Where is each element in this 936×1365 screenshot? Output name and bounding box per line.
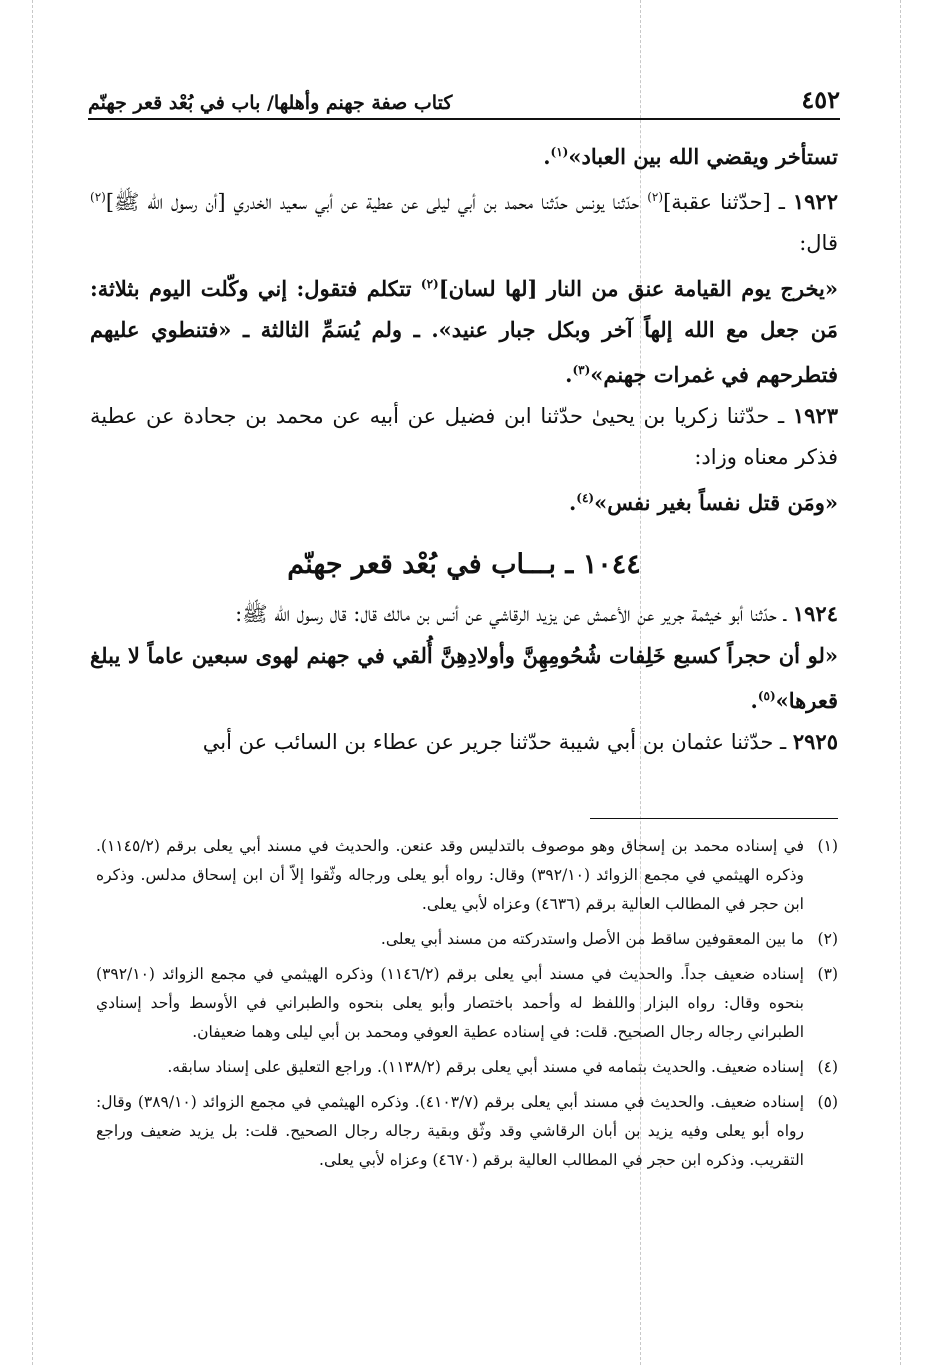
footnote-ref: (٤) [576, 491, 595, 505]
footnote-marker: (١) [817, 837, 838, 855]
paragraph-text: قال: [799, 231, 838, 255]
paragraph-text: . [543, 144, 551, 169]
hadith-1924 [90, 593, 838, 635]
paragraph-text: . [568, 490, 577, 515]
paragraph-text: تتكلم فتقول: إني وكّلت اليوم بثلاثة: مَن جعل مع الله إلهاً آخر وبكل جبار عنيد». ـ ولم يُسَمِّ الثالثة ـ «فتنطوي عليهم فتطرحهم في غمرات جهنم» [90, 276, 838, 387]
footnote-ref: (٣) [572, 363, 591, 377]
header-divider [88, 118, 840, 120]
paragraph-text: . [750, 688, 758, 713]
footnote-divider [590, 818, 838, 819]
paragraph-text: . [565, 362, 573, 387]
footnote-text: إسناده ضعيف. والحديث بتمامه في مسند أبي يعلى برقم (١١٣٨/٢). وراجع التعليق على إسناد سابقه. [167, 1058, 804, 1076]
scan-artifact-line [900, 0, 901, 1365]
page-number: ٤٥٢ [801, 85, 840, 114]
hadith-2925 [90, 721, 838, 763]
footnote-marker: (٢) [817, 930, 838, 948]
footnote-text: إسناده ضعيف جداً. والحديث في مسند أبي يعلى برقم (١١٤٦/٢) وذكره الهيثمي في مجمع الزوائد (٣٩٢/١٠) بنحوه وقال: رواه البزار واللفظ له وأحمد باختصار وأبو يعلى بنحوه والطبراني في الأوسط وأحد إسنادي الطبراني رجاله رجال الصحيح. قلت: في إسناده عطية العوفي ومحمد بن أبي ليلى وهما ضعيفان. [96, 965, 804, 1041]
paragraph-text: حدّثنا يونس حدّثنا محمد بن أبي ليلى عن عطية عن أبي سعيد الخدري [أن رسول الله ﷺ] [105, 190, 648, 214]
footnote [96, 960, 838, 1047]
paragraph-text: ـ حدّثنا أبو خيثمة جرير عن الأعمش عن يزيد الرقاشي عن أنس بن مالك قال: قال رسول الله ﷺ: [235, 602, 787, 626]
footnote-ref: (٥) [757, 689, 776, 703]
hadith-number: ١٩٢٣ [792, 403, 838, 428]
hadith-quote [90, 478, 838, 523]
footnote-ref: (١) [550, 145, 569, 159]
paragraph-text: تستأخر ويقضي الله بين العباد» [568, 144, 838, 169]
hadith-number: ٢٩٢٥ [792, 729, 838, 754]
hadith-quote [90, 264, 838, 395]
footnote-ref: (٢) [90, 190, 106, 204]
paragraph-text: ـ حدّثنا زكريا بن يحيىٰ حدّثنا ابن فضيل عن أبيه عن محمد بن جحادة عن عطية فذكر معناه وزاد: [90, 404, 838, 469]
paragraph-text: ـ [حدّثنا عقبة] [663, 190, 785, 214]
main-text [90, 132, 838, 763]
footnote [96, 1088, 838, 1175]
footnote [96, 925, 838, 954]
footnote-text: في إسناده محمد بن إسحاق وهو موصوف بالتدليس وقد عنعن. والحديث في مسند أبي يعلى برقم (١١٤٥/٢). وذكره الهيثمي في مجمع الزوائد (٣٩٢/١٠) وقال: رواه أبو يعلى ورجاله وثّقوا إلاّ أن ابن إسحاق مدلس. وذكره ابن حجر في المطالب العالية برقم (٤٦٣٦) وعزاه لأبي يعلى. [96, 837, 805, 913]
hadith-number: ١٩٢٤ [792, 601, 838, 626]
footnote-ref: (٢) [420, 277, 439, 291]
footnote [96, 1053, 838, 1082]
running-title: كتاب صفة جهنم وأهلها/ باب في بُعْد قعر جهنّم [88, 92, 453, 114]
paragraph [90, 132, 838, 177]
footnote-text: ما بين المعقوفين ساقط من الأصل واستدركته من مسند أبي يعلى. [380, 930, 804, 948]
paragraph-text: ـ حدّثنا عثمان بن أبي شيبة حدّثنا جرير عن عطاء بن السائب عن أبي [202, 730, 787, 754]
footnote-ref: (٢) [647, 190, 664, 204]
paragraph-text: «ومَن قتل نفساً بغير نفس» [594, 490, 838, 515]
paragraph-text: «لو أن حجراً كسبع خَلِفات شُحُومِهِنَّ وأولادِهِنَّ أُلقي في جهنم لهوى سبعين عاماً لا يبلغ قعرها» [90, 643, 838, 713]
footnote-marker: (٣) [817, 965, 838, 983]
footnote-marker: (٥) [817, 1093, 838, 1111]
hadith-number: ١٩٢٢ [792, 189, 838, 214]
hadith-1922 [90, 177, 838, 264]
footnote [96, 832, 838, 919]
chapter-heading: ١٠٤٤ ـ بـــاب في بُعْد قعر جهنّم [287, 549, 641, 580]
page-header [88, 74, 840, 114]
hadith-1923 [90, 395, 838, 478]
scan-artifact-line [32, 0, 33, 1365]
hadith-quote [90, 635, 838, 721]
footnote-marker: (٤) [817, 1058, 838, 1076]
footnotes [96, 832, 838, 1181]
footnote-text: إسناده ضعيف. والحديث في مسند أبي يعلى برقم (٤١٠٣/٧). وذكره الهيثمي في مجمع الزوائد (٣٨٩/١٠) وقال: رواه أبو يعلى وفيه يزيد بن أبان الرقاشي وقد وثّق وبقية رجاله رجال الصحيح. قلت: بل يزيد ضعيف وراجع التقريب. وذكره ابن حجر في المطالب العالية برقم (٤٦٧٠) وعزاه لأبي يعلى. [96, 1093, 804, 1169]
paragraph-text: «يخرج يوم القيامة عنق من النار [لها لسان] [438, 276, 839, 301]
